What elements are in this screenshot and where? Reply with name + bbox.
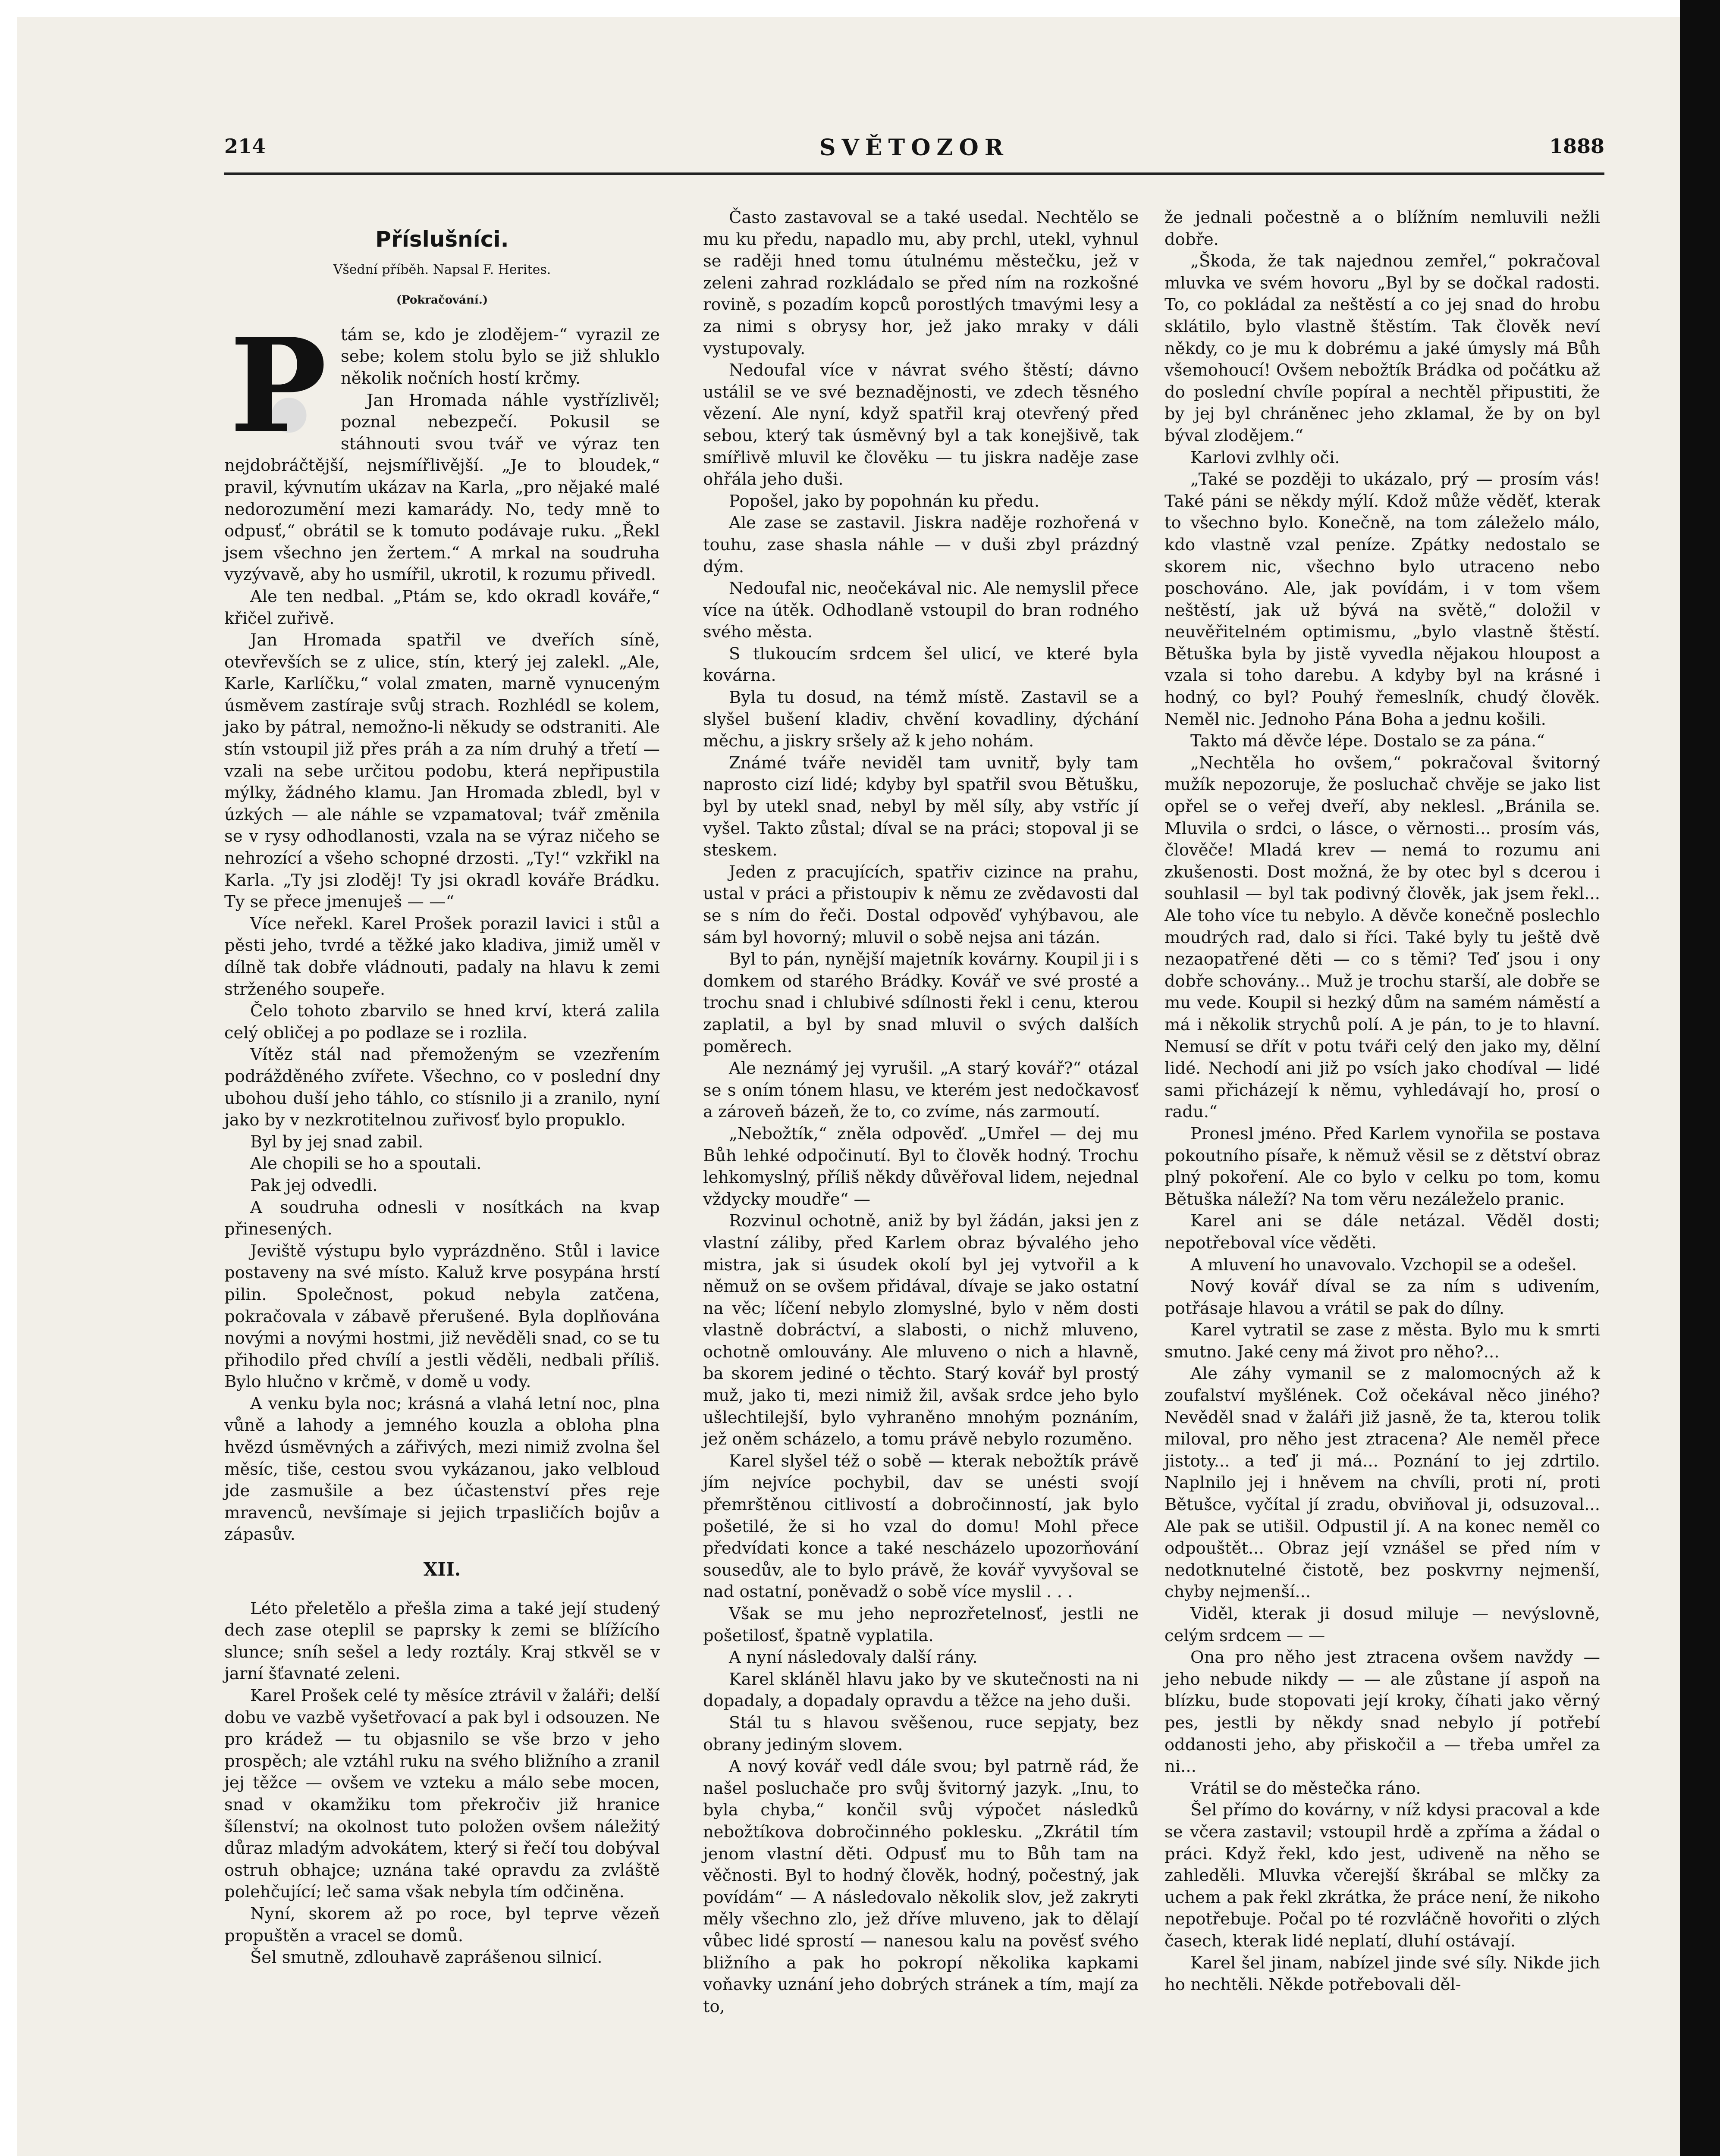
paragraph: Pak jej odvedli. <box>250 1175 378 1195</box>
paragraph: Karel vytratil se zase z města. Bylo mu k smrti smutno. Jaké ceny má život pro něho?... <box>1164 1320 1600 1362</box>
paragraph: Vrátil se do městečka ráno. <box>1190 1778 1421 1798</box>
paragraph: Ale neznámý jej vyrušil. „A starý kovář?“ otázal se s oním tónem hlasu, ve kterém jest nedočkavosť a zároveň bázeň, že to, co zvíme, nás zarmoutí. <box>703 1059 1139 1122</box>
paragraph: A mluvení ho unavovalo. Vzchopil se a odešel. <box>1190 1255 1577 1275</box>
paragraph: Popošel, jako by popohnán ku předu. <box>729 491 1040 511</box>
paragraph: Karel Prošek celé ty měsíce ztrávil v žaláři; delší dobu ve vazbě vyšetřovací a pak byl i odsouzen. Ne pro krádež — tu objasnilo se vše brzo v jeho prospěch; ale vztáhl ruku na svého bližního a zranil jej těžce — ovšem ve vzteku a málo sebe mocen, snad v okamžiku tom překročiv již hranice šílenství; na okolnost tuto položen ovšem náležitý důraz mladým advokátem, který si řečí tou dobýval ostruh obhajce; uznána také opravdu za zvláště polehčující; leč sama však nebyla tím odčiněna. <box>224 1686 660 1902</box>
paragraph: Vítěz stál nad přemoženým se vzezřením podrážděného zvířete. Všechno, co v poslední dny ubohou duší jeho táhlo, co stísnilo ji a zranilo, nyní jako by v nezkrotitelnou zuřivosť bylo propuklo. <box>224 1045 660 1130</box>
paragraph: Šel smutně, zdlouhavě zaprášenou silnicí. <box>250 1948 603 1968</box>
paragraph: „Nechtěla ho ovšem,“ pokračoval švitorný mužík nepozoruje, že posluchač chvěje se jako list opřel se o veřej dveří, aby neklesl. „Bránila se. Mluvila o srdci, o lásce, o věrnosti... prosím vás, člověče! Mladá krev — nemá to rozumu ani zkušenosti. Dost možná, že by otec byl s dcerou i souhlasil — byl tak podivný člověk, jak jsem řekl... Ale toho více tu nebylo. A děvče konečně poslechlo moudrých rad, dalo si říci. Také byly tu ještě dvě nezaopatřené děti — co s těmi? Teď jsou i ony dobře schovány... Muž je trochu starší, ale dobře se mu vede. Koupil si hezký dům na samém náměstí a má i několik strychů polí. A je pán, to je to hlavní. Nemusí se dřít v potu tváři celý den jako my, dělní lidé. Nechodí ani již po vsích jako chodíval — lidé sami přicházejí k němu, vyhledávají ho, prosí o radu.“ <box>1164 753 1600 1122</box>
paragraph: Byl to pán, nynější majetník kovárny. Koupil ji i s domkem od starého Brádky. Kovář ve své prosté a trochu snad i chlubivé sdílnosti řekl i cenu, kterou zaplatil, a byl by snad mluvil o svých dalších poměrech. <box>703 950 1139 1056</box>
paragraph: Známé tváře neviděl tam uvnitř, byly tam naprosto cizí lidé; kdyby byl spatřil svou Bětušku, byl by utekl snad, nebyl by měl síly, aby vstříc jí vyšel. Takto zůstal; díval se na práci; stopoval ji se steskem. <box>703 753 1139 860</box>
paragraph: A soudruha odnesli v nosítkách na kvap přinesených. <box>224 1197 660 1239</box>
paragraph: Nedoufal více v návrat svého štěstí; dávno ustálil se ve své beznadějnosti, ve zdech těsného vězení. Ale nyní, když spatřil kraj otevřený před sebou, který tak úsměvný byl a tak konejšivě, tak smířlivě mluvil ke člověku — tu jiskra naděje zase ohřála jeho duši. <box>703 360 1139 489</box>
paragraph: „Také se později to ukázalo, prý — prosím vás! Také páni se někdy mýlí. Kdož může věděť, kterak to všechno bylo. Konečně, na tom záleželo málo, kdo vlastně vzal peníze. Zpátky nedostalo se skorem nic, všechno bylo utraceno nebo poschováno. Ale, jak povídám, i v tom všem neštěstí, jak už bývá na světě,“ doložil v neuvěřitelném optimismu, „bylo vlastně štěstí. Bětuška byla by jistě vyvedla nějakou hloupost a vzala si toho darebu. A kdyby byl na krásné i hodný, co byl? Pouhý řemeslník, chudý člověk. Neměl nic. Jednoho Pána Boha a jednu košili. <box>1164 470 1600 729</box>
continuation-note: (Pokračování.) <box>396 294 488 307</box>
paragraph: Ale chopili se ho a spoutali. <box>250 1154 482 1174</box>
column-1 <box>224 207 660 1969</box>
column-3 <box>1164 207 1600 1996</box>
story-subtitle: Všední příběh. Napsal F. Herites. <box>333 262 551 277</box>
paragraph: Karel šel jinam, nabízel jinde své síly. Nikde jich ho nechtěli. Někde potřebovali děl- <box>1164 1953 1600 1995</box>
paragraph: Jeden z pracujících, spatřiv cizince na prahu, ustal v práci a přistoupiv k němu ze zvědavosti dal se s ním do řeči. Dostal odpověď vyhýbavou, ale sám byl hovorný; mluvil o sobě nejsa ani tázán. <box>703 862 1139 947</box>
paragraph: Ale záhy vymanil se z malomocných až k zoufalství myšlének. Což očekával něco jiného? Nevěděl snad v žaláři již jasně, že ta, kterou tolik miloval, pro něho jest ztracena? Ale neměl přece jistoty... a teď ji má... Poznání to jej zdrtilo. Naplnilo jej i hněvem na chvíli, proti ní, proti Bětušce, vyčítal jí zradu, obviňoval ji, odsuzoval... Ale pak se utišil. Odpustil jí. A na konec neměl co odpouštět... Obraz její vznášel se před ním v nedotknutelné čistotě, bez poskvrny nejmenší, chyby nejmenší... <box>1164 1364 1600 1602</box>
paragraph: Viděl, kterak ji dosud miluje — nevýslovně, celým srdcem — — <box>1164 1604 1600 1645</box>
paragraph: Byla tu dosud, na témž místě. Zastavil se a slyšel bušení kladiv, chvění kovadliny, dýchání měchu, a jiskry sršely až k jeho nohám. <box>703 688 1139 751</box>
paragraph: že jednali počestně a o blížním nemluvili nežli dobře. <box>1164 208 1600 249</box>
paragraph: Ona pro něho jest ztracena ovšem navždy — jeho nebude nikdy — — ale zůstane jí aspoň na blízku, bude stopovati její kroky, číhati jako věrný pes, jestli by někdy snad nebylo jí potřebí oddanosti jeho, aby přiskočil a — třeba umřel za ni... <box>1164 1648 1600 1777</box>
paragraph: Pronesl jméno. Před Karlem vynořila se postava pokoutního písaře, k němuž věsil se z dětství obraz plný pokoření. Ale co bylo v celku po tom, komu Bětuška náleží? Na tom věru nezáleželo pranic. <box>1164 1124 1600 1209</box>
paragraph: „Nebožtík,“ zněla odpověď. „Umřel — dej mu Bůh lehké odpočinutí. Byl to člověk hodný. Trochu lehkomyslný, příliš někdy důvěřoval lidem, nejednal vždycky moudře“ — <box>703 1124 1139 1209</box>
column-2 <box>703 207 1139 2018</box>
section-number: XII. <box>423 1559 461 1580</box>
paragraph: Rozvinul ochotně, aniž by byl žádán, jaksi jen z vlastní záliby, před Karlem obraz bývalého jeho mistra, jak si úsudek okolí byl jej vytvořil a k němuž on se ovšem přidával, dívaje se jako ostatní na věc; líčení nebylo zlomyslné, bylo v něm dosti vlastně dobráctví, a slabosti, o nichž mluveno, ochotně omlouvány. Ale mluveno o nich a hlavně, ba skorem jediné o těchto. Starý kovář byl prostý muž, jako ti, mezi nimiž žil, avšak srdce jeho bylo ušlechtilejší, bylo vyhraněno mnohým poznáním, jež oněm scházelo, a tomu právě nebylo rozuměno. <box>703 1211 1139 1449</box>
header-rule <box>224 172 1604 175</box>
paragraph: Jan Hromada spatřil ve dveřích síně, otevřevších se z ulice, stín, který jej zalekl. „Ale, Karle, Karlíčku,“ volal zmaten, marně vynuceným úsměvem zastíraje svůj strach. Rozhlédl se kolem, jako by pátral, nemožno-li někudy se odstraniti. Ale stín vstoupil již přes práh a za ním druhý a třetí — vzali na sebe určitou podobu, která nepřipustila mýlky, žádného klamu. Jan Hromada zbledl, byl v úzkých — ale náhle se vzpamatoval; tvář změnila se v rysy odhodlanosti, vzala na se výraz ničeho se nehrozící a všeho schopné drzosti. „Ty!“ vzkřikl na Karla. „Ty jsi zloděj! Ty jsi okradl kováře Brádku. Ty se přece jmenuješ — —“ <box>224 630 660 912</box>
paragraph: Čelo tohoto zbarvilo se hned krví, která zalila celý obličej a po podlaze se i rozlila. <box>224 1001 660 1043</box>
paragraph: Léto přeletělo a přešla zima a také její studený dech zase oteplil se paprsky k zemi se blížícího slunce; sníh sešel a ledy roztály. Kraj stkvěl se v jarní šťavnaté zeleni. <box>224 1598 660 1684</box>
drop-cap: P <box>224 328 332 453</box>
paragraph: Často zastavoval se a také usedal. Nechtělo se mu ku předu, napadlo mu, aby prchl, utekl, vyhnul se raději hned tomu útulnému městečku, jež v zeleni zahrad rozkládalo se před ním na rozkošné rovině, s pozadím kopců porostlých tmavými lesy a za nimi s obrysy hor, jež jako mraky v dáli vystupovaly. <box>703 208 1139 358</box>
paragraph: Karel slyšel též o sobě — kterak nebožtík právě jím nejvíce pochybil, dav se unésti svojí přemrštěnou citlivostí a dobročinností, jak bylo pošetilé, že si ho vzal do domu! Mohl přece předvídati konce a také nescházelo upozorňování sousedův, ale to bylo právě, že kovář vyvyšoval se nad ostatní, poněvadž o sobě více myslil . . . <box>703 1451 1139 1602</box>
paragraph: P tám se, kdo je zlodějem-“ vyrazil ze sebe; kolem stolu bylo se již shluklo několik nočních hostí krčmy. <box>224 324 660 390</box>
paragraph: Více neřekl. Karel Prošek porazil lavici i stůl a pěsti jeho, tvrdé a těžké jako kladiva, jimiž uměl v dílně tak dobře vládnouti, padaly na hlavu k zemi strženého soupeře. <box>224 914 660 999</box>
paragraph: Takto má děvče lépe. Dostalo se za pána.“ <box>1190 731 1545 751</box>
paragraph: Karel ani se dále netázal. Věděl dosti; nepotřeboval více věděti. <box>1164 1211 1600 1253</box>
paragraph: Nyní, skorem až po roce, byl teprve vězeň propuštěn a vracel se domů. <box>224 1904 660 1946</box>
paragraph: Karel skláněl hlavu jako by ve skutečnosti na ni dopadaly, a dopadaly opravdu a těžce na jeho duši. <box>703 1669 1139 1711</box>
page-header <box>224 135 1604 178</box>
paragraph: Ale ten nedbal. „Ptám se, kdo okradl kováře,“ křičel zuřivě. <box>224 586 660 628</box>
paragraph: Nedoufal nic, neočekával nic. Ale nemyslil přece více na útěk. Odhodlaně vstoupil do bran rodného svého města. <box>703 579 1139 642</box>
page-number: 214 <box>224 135 266 158</box>
paragraph: Byl by jej snad zabil. <box>250 1132 424 1152</box>
paragraph: Stál tu s hlavou svěšenou, ruce sepjaty, bez obrany jediným slovem. <box>703 1713 1139 1755</box>
paragraph: A nyní následovaly další rány. <box>729 1648 978 1667</box>
paragraph: Karlovi zvlhly oči. <box>1190 448 1340 467</box>
scan-border <box>1680 0 1720 2156</box>
paragraph: Však se mu jeho neprozřetelnosť, jestli ne pošetilosť, špatně vyplatila. <box>703 1604 1139 1645</box>
paragraph: Ale zase se zastavil. Jiskra naděje rozhořená v touhu, zase shasla náhle — v duši zbyl prázdný dým. <box>703 513 1139 577</box>
story-title: Příslušníci. <box>375 227 509 252</box>
paragraph: Nový kovář díval se za ním s udivením, potřásaje hlavou a vrátil se pak do dílny. <box>1164 1277 1600 1318</box>
paragraph: Jan Hromada náhle vystřízlivěl; poznal nebezpečí. Pokusil se stáhnouti svou tvář ve výraz ten nejdobráčtější, nejsmířlivější. „Je to bloudek,“ pravil, kývnutím ukázav na Karla, „pro nějaké malé nedorozumění mezi kamarády. No, tedy mně to odpusť,“ obrátil se k tomuto podávaje ruku. „Řekl jsem všechno jen žertem.“ A mrkal na soudruha vyzývavě, aby ho usmířil, ukrotil, k rozumu přivedl. <box>224 390 660 585</box>
paragraph: Šel přímo do kovárny, v níž kdysi pracoval a kde se včera zastavil; vstoupil hrdě a zpříma a žádal o práci. Když řekl, kdo jest, udiveně na něho se zahleděli. Mluvka včerejší škrábal se mlčky za uchem a pak řekl zkrátka, že práce není, že nikoho nepotřebuje. Počal po té rozvláčně hovořiti o zlých časech, kterak lidé neplatí, dluhí ostávají. <box>1164 1800 1600 1951</box>
paragraph: „Škoda, že tak najednou zemřel,“ pokračoval mluvka ve svém hovoru „Byl by se dočkal radosti. To, co pokládal za neštěstí a co jej snad do hrobu sklátilo, bylo vlastně štěstím. Tak člověk neví někdy, co je mu k dobrému a jaké úmysly má Bůh všemohoucí! Ovšem nebožtík Brádka od počátku až do poslední chvíle popíral a nechtěl připustiti, že by jej byl chráněnec jeho zklamal, že by on byl býval zlodějem.“ <box>1164 251 1600 445</box>
paragraph: Jeviště výstupu bylo vyprázdněno. Stůl i lavice postaveny na své místo. Kaluž krve posypána hrstí pilin. Společnost, pokud nebyla zatčena, pokračovala v zábavě přerušené. Byla doplňována novými a novými hostmi, již nevěděli snad, co se tu přihodilo před chvílí a jestli věděli, nedbali příliš. Bylo hlučno v krčmě, v domě u vody. <box>224 1241 660 1392</box>
journal-title: SVĚTOZOR <box>819 135 1009 161</box>
paragraph: S tlukoucím srdcem šel ulicí, ve které byla kovárna. <box>703 644 1139 686</box>
year: 1888 <box>1549 135 1604 158</box>
paragraph: A nový kovář vedl dále svou; byl patrně rád, že našel posluchače pro svůj švitorný jazyk. „Inu, to byla chyba,“ končil svůj výpočet následků nebožtíkova dobročinného poklesku. „Zkrátil tím jenom vlastní děti. Odpusť mu to Bůh tam na věčnosti. Byl to hodný člověk, hodný, počestný, jak povídám“ — A následovalo několik slov, jež zakryti měly všechno zlo, jež dříve mluveno, jak to dělají vůbec lidé sprostí — nanesou kalu na pověsť svého bližního a pak ho pokropí několika kapkami voňavky uznání jeho dobrých stránek a tím, mají za to, <box>703 1757 1139 2016</box>
paragraph: A venku byla noc; krásná a vlahá letní noc, plna vůně a lahody a jemného kouzla a obloha plna hvězd úsměvných a zářivých, mezi nimiž zvolna šel měsíc, tiše, cestou svou vykázanou, jako velbloud jde zasmušile a bez účastenství přes reje mravenců, nevšímaje si jejich trpasličích bojův a zápasův. <box>224 1394 660 1545</box>
